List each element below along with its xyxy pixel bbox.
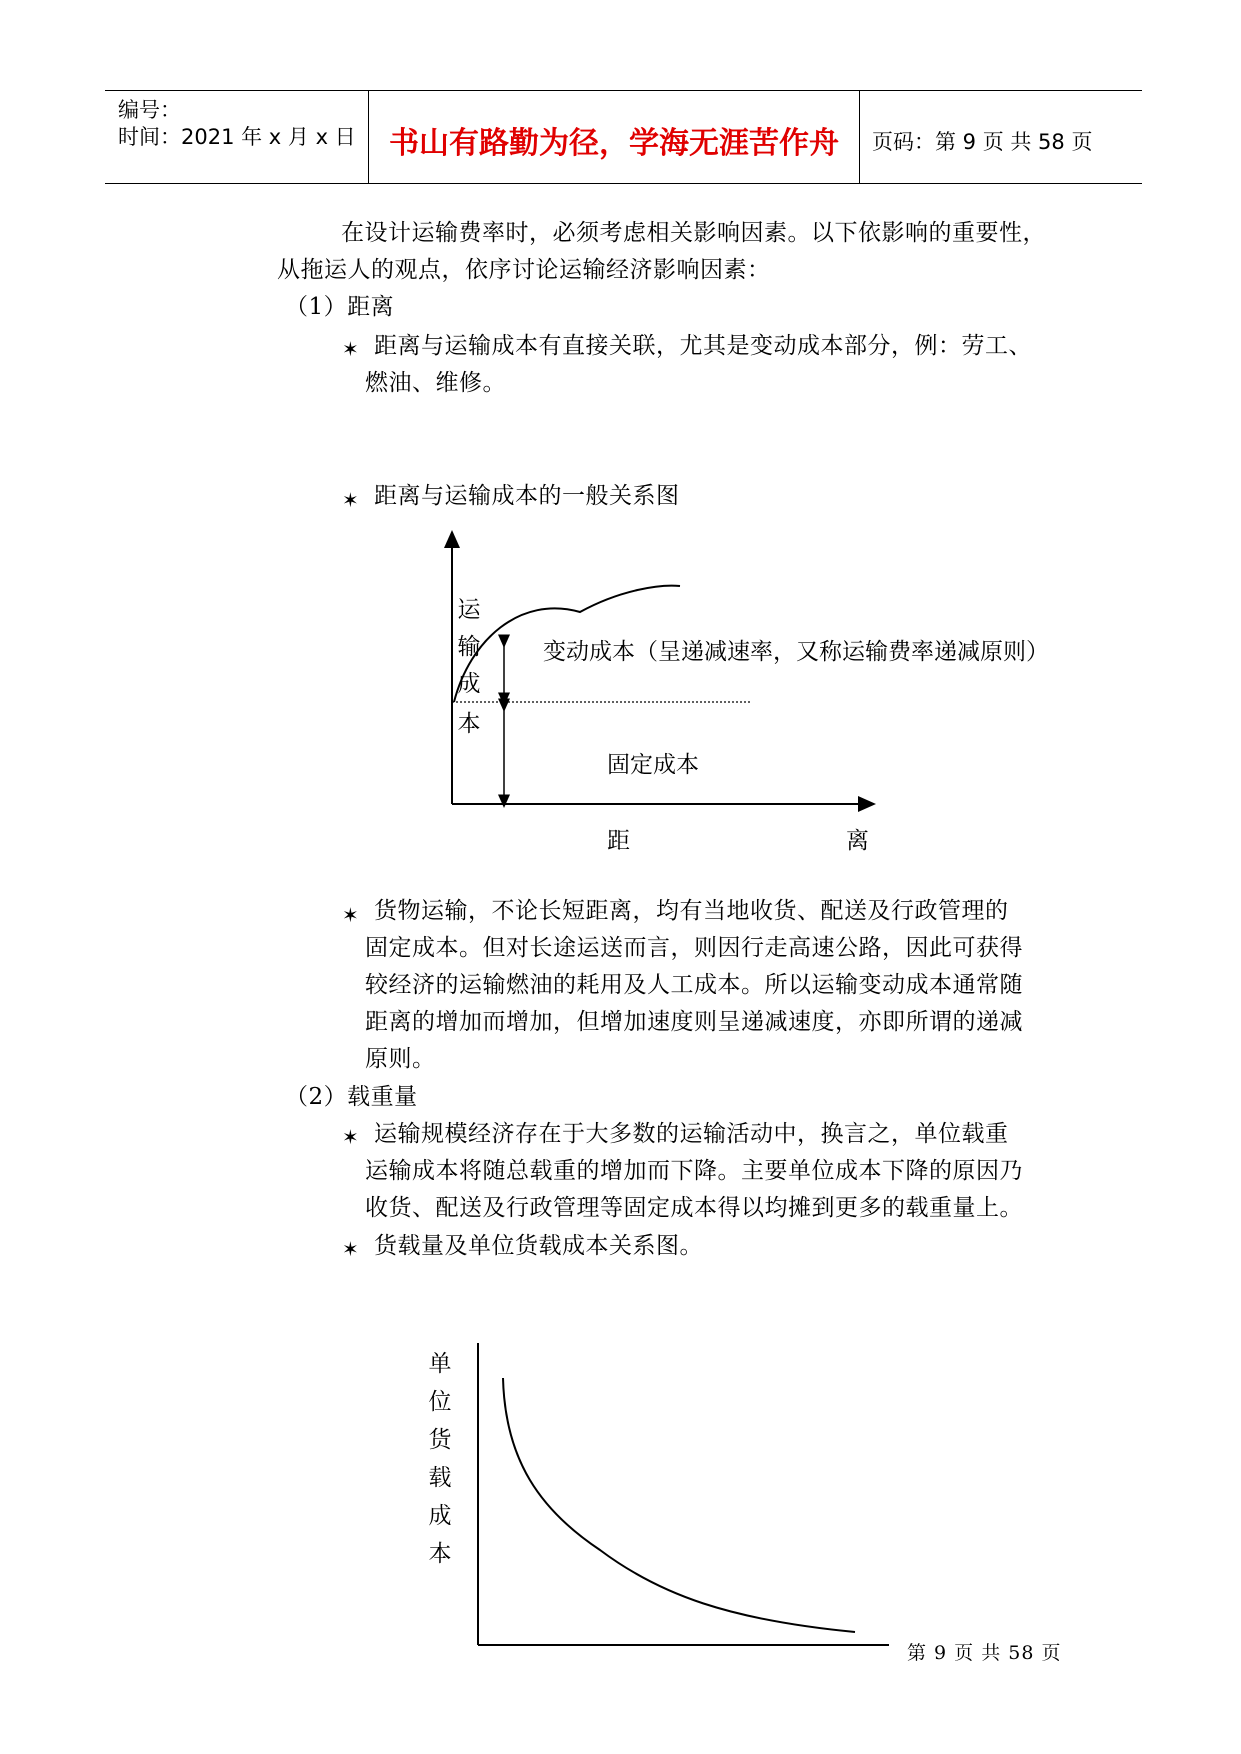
chart2-ylabel-char: 成 [428,1503,452,1529]
chart2-unit-cost-curve [503,1378,855,1632]
document-time-label: 时间：2021 年 x 月 x 日 [118,125,356,149]
section-1-title: （1）距离 [285,294,395,320]
chart2-ylabel-char: 位 [428,1389,452,1415]
chart1-xlabel-left: 距 [607,828,630,854]
bullet-3-line-2: 固定成本。但对长途运送而言，则因行走高速公路，因此可获得 [365,935,1023,961]
bullet-3-line-1: 货物运输，不论长短距离，均有当地收货、配送及行政管理的 [374,898,1009,924]
document-number-label: 编号： [118,98,181,122]
bullet-star-icon: ✶ [342,337,359,361]
page-footer: 第 9 页 共 58 页 [907,1642,1062,1664]
chart2-ylabel-char: 载 [428,1465,452,1491]
bullet-star-icon: ✶ [342,1237,359,1261]
bullet-5-text: 货载量及单位货载成本关系图。 [374,1233,703,1259]
chart1-ylabel-char: 成 [457,671,481,697]
bullet-3-line-5: 原则。 [365,1046,436,1072]
chart1-ylabel-char: 本 [457,711,481,737]
bullet-2-text: 距离与运输成本的一般关系图 [374,483,680,509]
header-motto: 书山有路勤为径，学海无涯苦作舟 [389,126,839,161]
chart2-ylabel-char: 本 [428,1541,452,1567]
chart1-ylabel-char: 输 [457,634,481,660]
intro-line-2: 从拖运人的观点，依序讨论运输经济影响因素： [277,257,771,283]
bullet-star-icon: ✶ [342,488,359,512]
header-bottom-rule [105,183,1142,184]
bullet-3-line-4: 距离的增加而增加，但增加速度则呈递减速度，亦即所谓的递减 [365,1009,1023,1035]
bullet-3-line-3: 较经济的运输燃油的耗用及人工成本。所以运输变动成本通常随 [365,972,1023,998]
chart2-ylabel-char: 货 [428,1427,452,1453]
bullet-1-line-2: 燃油、维修。 [365,370,506,396]
chart1-ylabel-char: 运 [457,597,481,623]
header-page-label: 页码：第 9 页 共 58 页 [872,130,1093,154]
chart2-ylabel-char: 单 [428,1351,452,1377]
chart1-xlabel-right: 离 [846,828,869,854]
section-2-title: （2）载重量 [285,1084,418,1110]
chart1-fixed-cost-label: 固定成本 [607,752,699,778]
chart1-variable-cost-label: 变动成本（呈递减速率，又称运输费率递减原则） [543,639,1049,665]
bullet-4-line-1: 运输规模经济存在于大多数的运输活动中，换言之，单位载重 [374,1121,1009,1147]
header-divider-right [859,90,860,184]
bullet-1-line-1: 距离与运输成本有直接关联，尤其是变动成本部分，例：劳工、 [374,333,1032,359]
bullet-star-icon: ✶ [342,903,359,927]
bullet-4-line-2: 运输成本将随总载重的增加而下降。主要单位成本下降的原因乃 [365,1158,1023,1184]
bullet-4-line-3: 收货、配送及行政管理等固定成本得以均摊到更多的载重量上。 [365,1195,1023,1221]
header-top-rule [105,90,1142,91]
intro-line-1: 在设计运输费率时，必须考虑相关影响因素。以下依影响的重要性， [341,220,1046,246]
bullet-star-icon: ✶ [342,1125,359,1149]
